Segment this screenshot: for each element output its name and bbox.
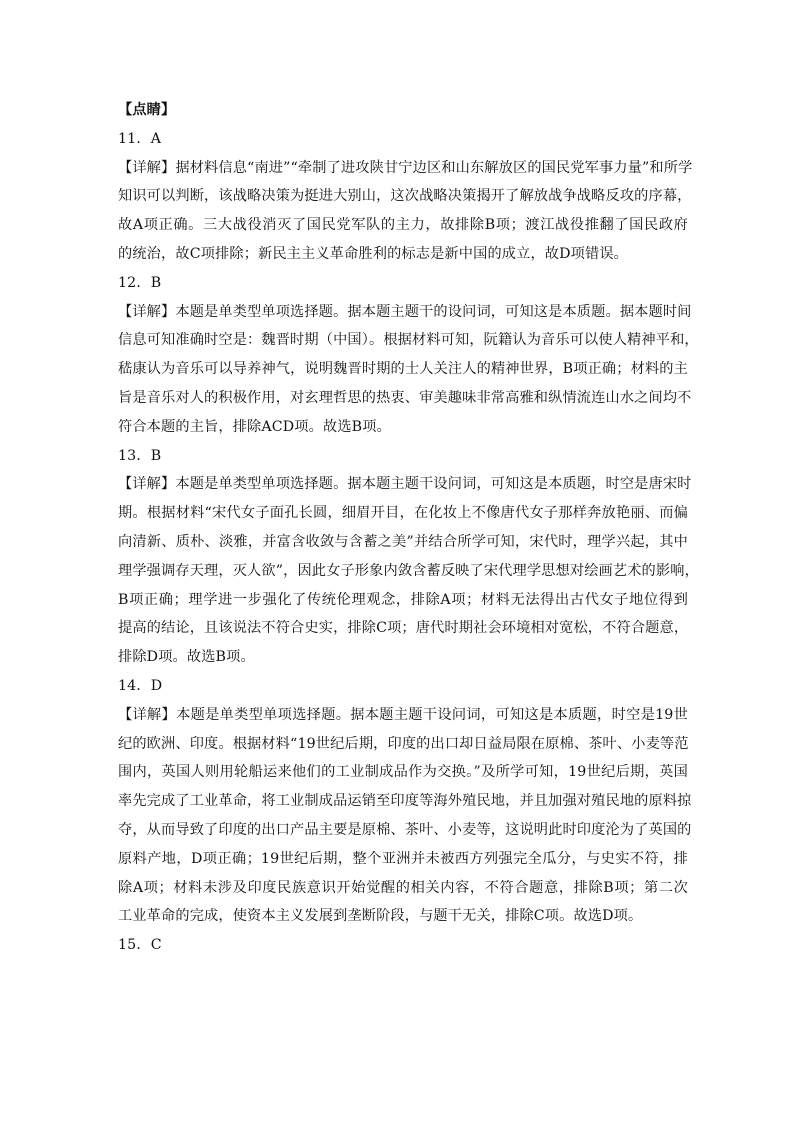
explanation-line: 符合本题的主旨，排除ACD项。故选B项。 [118,418,391,435]
question-number: 15．C [118,937,162,954]
explanation-line: 【详解】本题是单类型单项选择题。据本题主题干的设问词，可知这是本质题。据本题时间 [118,303,692,320]
explanation-line: 旨是音乐对人的积极作用，对玄理哲思的热衷、审美趣味非常高雅和纵情流连山水之间均不 [118,389,692,406]
explanation-line: 【详解】本题是单类型单项选择题。据本题主题干设问词，可知这是本质题，时空是19世 [118,706,688,723]
question-number: 11．A [118,130,162,147]
explanation-line: 嵇康认为音乐可以导养神气，说明魏晋时期的士人关注人的精神世界，B项正确；材料的主 [118,361,688,378]
explanation-line: 知识可以判断，该战略决策为挺进大别山，这次战略决策揭开了解放战争战略反攻的序幕， [118,188,692,205]
explanation-line: 的统治，故C项排除；新民主主义革命胜利的标志是新中国的成立，故D项错误。 [118,245,629,262]
document-page [118,96,699,960]
explanation-line: 提高的结论，且该说法不符合史实，排除C项；唐代时期社会环境相对宽松，不符合题意， [118,620,689,637]
explanation-line: 排除D项。故选B项。 [118,649,255,666]
section-heading: 【点睛】 [118,102,176,118]
explanation-line: 除A项；材料未涉及印度民族意识开始觉醒的相关内容，不符合题意，排除B项；第二次 [118,879,688,896]
explanation-line: 信息可知准确时空是：魏晋时期（中国）。根据材料可知，阮籍认为音乐可以使人精神平和， [118,332,699,349]
explanation-line: B项正确；理学进一步强化了传统伦理观念，排除A项；材料无法得出古代女子地位得到 [118,591,688,608]
explanation-line: 【详解】本题是单类型单项选择题。据本题主题干设问词，可知这是本质题，时空是唐宋时 [118,476,692,493]
explanation-line: 率先完成了工业革命，将工业制成品运销至印度等海外殖民地，并且加强对殖民地的原料掠 [118,793,692,810]
explanation-line: 期。根据材料“宋代女子面孔长圆，细眉开目，在化妆上不像唐代女子那样奔放艳丽、而偏 [118,505,688,522]
explanation-line: 围内，英国人则用轮船运来他们的工业制成品作为交换。”及所学可知，19世纪后期，英国 [118,764,688,781]
question-number: 12．B [118,274,162,291]
question-number: 14．D [118,677,163,694]
question-number: 13．B [118,447,162,464]
explanation-line: 理学强调存天理，灭人欲”，因此女子形象内敛含蓄反映了宋代理学思想对绘画艺术的影响， [118,562,699,579]
explanation-line: 原料产地，D项正确；19世纪后期，整个亚洲并未被西方列强完全瓜分，与史实不符，排 [118,850,688,867]
explanation-line: 夺，从而导致了印度的出口产品主要是原棉、茶叶、小麦等，这说明此时印度沦为了英国的 [118,821,692,838]
explanation-line: 向清新、质朴、淡雅，并富含收敛与含蓄之美”并结合所学可知，宋代时，理学兴起，其中 [118,533,688,550]
explanation-line: 纪的欧洲、印度。根据材料“19世纪后期，印度的出口却日益局限在原棉、茶叶、小麦等范 [118,735,689,752]
explanation-line: 故A项正确。三大战役消灭了国民党军队的主力，故排除B项；渡江战役推翻了国民政府 [118,217,688,234]
explanation-line: 【详解】据材料信息“南进”“牵制了进攻陕甘宁边区和山东解放区的国民党军事力量”和所学 [118,159,693,176]
explanation-line: 工业革命的完成，使资本主义发展到垄断阶段，与题干无关，排除C项。故选D项。 [118,908,643,925]
